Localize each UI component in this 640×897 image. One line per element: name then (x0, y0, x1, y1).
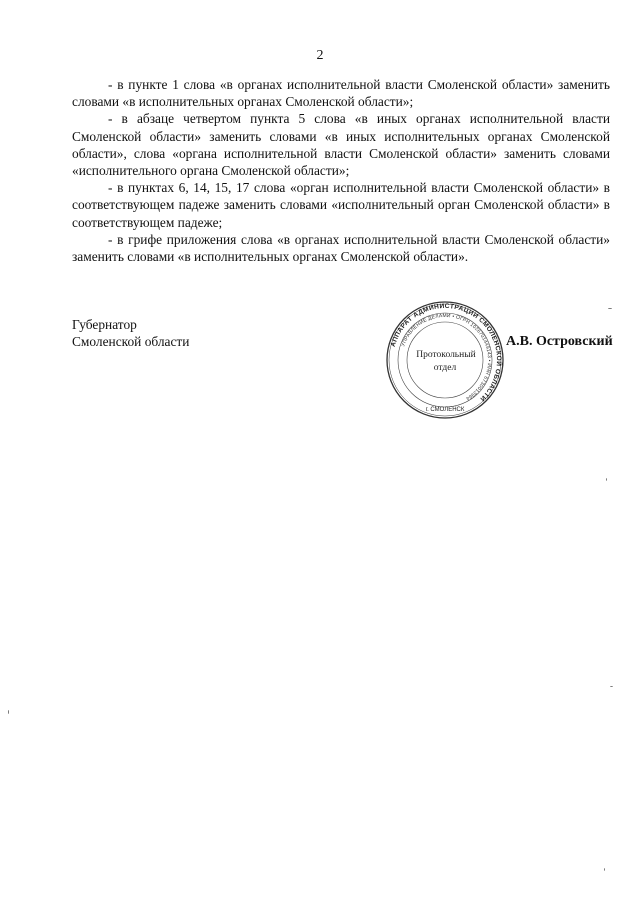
signature-title (72, 316, 189, 350)
official-stamp-seal (385, 300, 505, 420)
stamp-inner-text: УПРАВЛЕНИЕ ДЕЛАМИ • ОГРН 1026701449143 • ИНН 6730013964 (400, 312, 493, 402)
page-number: 2 (316, 48, 324, 63)
scan-artifact (8, 710, 9, 714)
document-body (72, 76, 610, 265)
stamp-outer-text: АППАРАТ АДМИНИСТРАЦИИ СМОЛЕНСКОЙ ОБЛАСТИ (389, 302, 503, 403)
paragraph-item-2: - в абзаце четвертом пункта 5 слова «в иных органах исполнительной власти Смоленской области» заменить словами «в иных исполнительных органах Смоленской области», слова «органа исполнительной власти Смоленской области» заменить словами «исполнительного органа Смоленской области»; (72, 111, 610, 179)
scan-artifact (610, 686, 613, 687)
signer-position-line2: Смоленской области (72, 334, 190, 349)
signer-name: А.В. Островский (506, 334, 613, 349)
paragraph-item-1: - в пункте 1 слова «в органах исполнительной власти Смоленской области» заменить словами «в исполнительных органах Смоленской области»; (72, 77, 610, 110)
scan-artifact (608, 308, 612, 309)
stamp-center-line1: Протокольный (416, 350, 476, 360)
paragraph-item-3: - в пунктах 6, 14, 15, 17 слова «орган исполнительной власти Смоленской области» в соответствующем падеже заменить словами «исполнительный орган Смоленской области» в соответствующем падеже; (72, 180, 610, 230)
stamp-bottom-text: г. СМОЛЕНСК (425, 407, 465, 413)
signer-position-line1: Губернатор (72, 317, 137, 332)
scan-artifact (606, 478, 607, 481)
stamp-center-line2: отдел (433, 363, 457, 373)
paragraph-item-4: - в грифе приложения слова «в органах исполнительной власти Смоленской области» заменить словами «в исполнительных органах Смоленской области». (72, 231, 610, 265)
scan-artifact (604, 868, 605, 871)
